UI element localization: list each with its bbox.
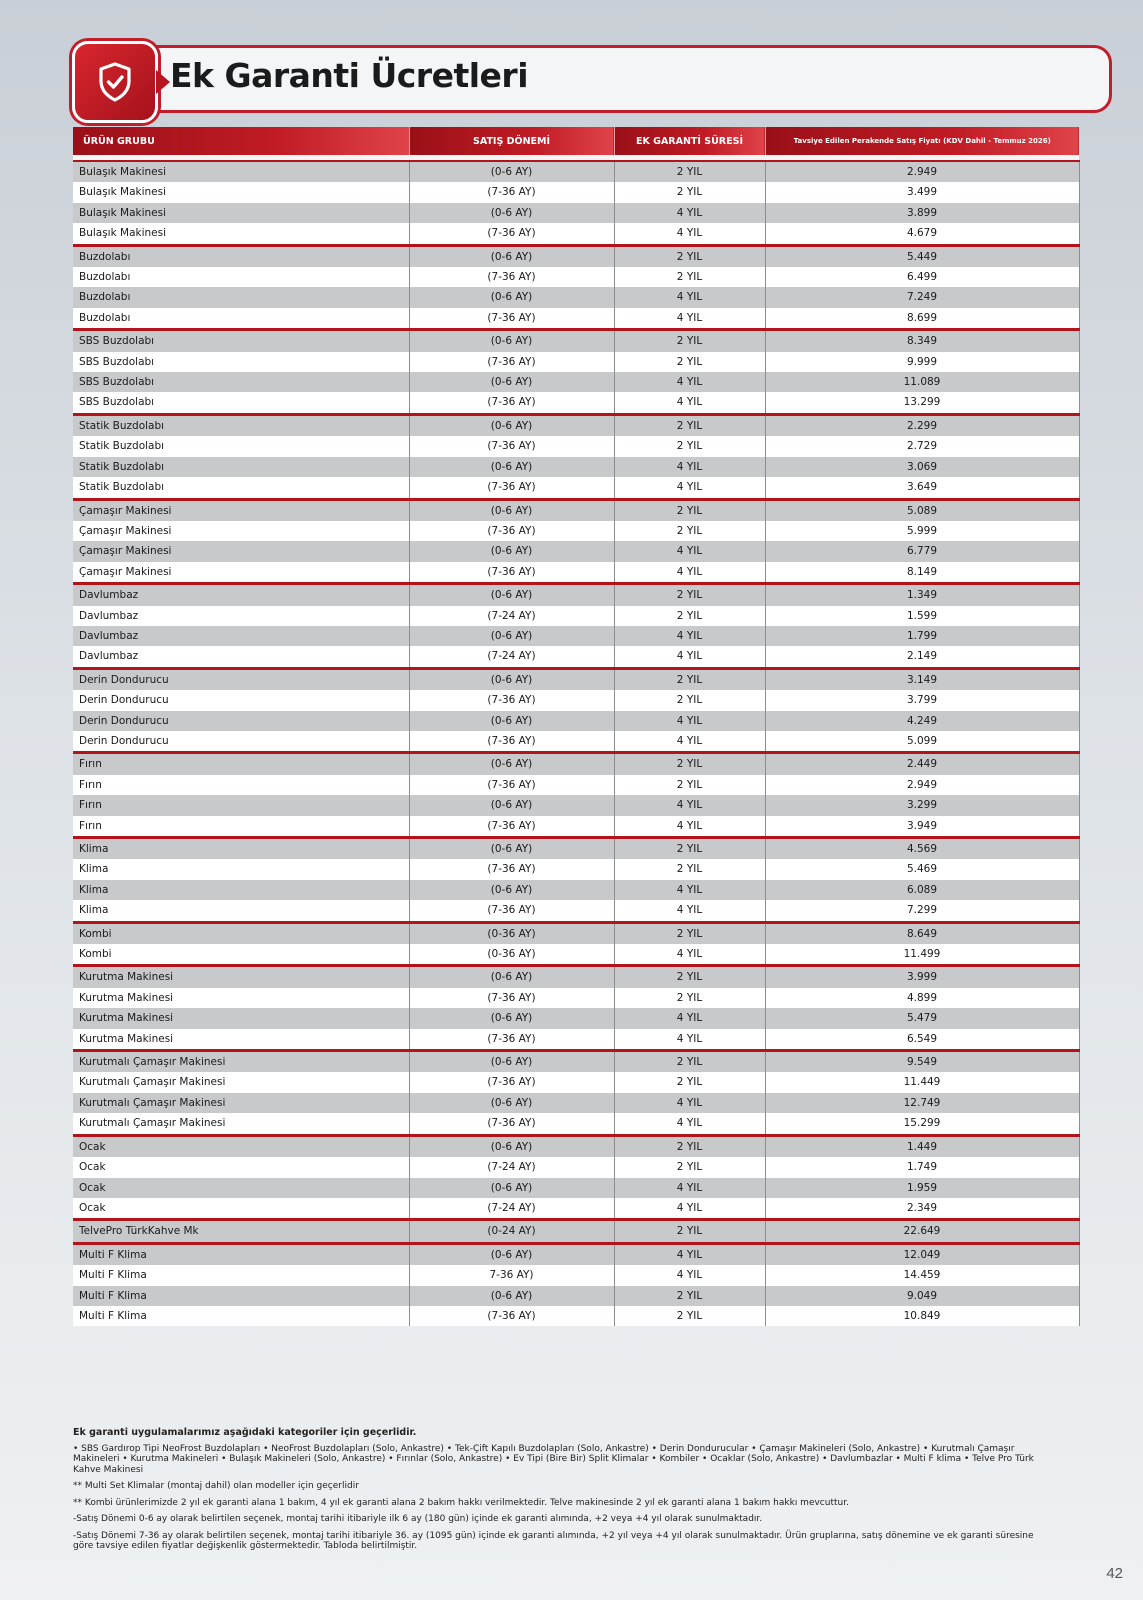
warranty-duration-cell: 2 YIL [614, 1157, 765, 1177]
product-group-cell: Kombi [73, 944, 409, 966]
sales-period-cell: (0-6 AY) [409, 287, 614, 307]
sales-period-cell: (7-36 AY) [409, 900, 614, 922]
table-row [73, 816, 1079, 838]
price-cell: 5.089 [765, 499, 1079, 521]
product-group-cell: Multi F Klima [73, 1265, 409, 1285]
sales-period-cell: (7-36 AY) [409, 1306, 614, 1326]
sales-period-cell: (0-6 AY) [409, 457, 614, 477]
table-row [73, 775, 1079, 795]
price-cell: 15.299 [765, 1113, 1079, 1135]
warranty-duration-cell: 2 YIL [614, 753, 765, 775]
sales-period-cell: (7-36 AY) [409, 352, 614, 372]
product-group-cell: Davlumbaz [73, 626, 409, 646]
sales-period-cell: (0-6 AY) [409, 414, 614, 436]
table-row [73, 900, 1079, 922]
product-group-cell: Kurutma Makinesi [73, 966, 409, 988]
warranty-duration-cell: 2 YIL [614, 521, 765, 541]
table-row [73, 1306, 1079, 1326]
price-cell: 3.999 [765, 966, 1079, 988]
table-row [73, 203, 1079, 223]
warranty-duration-cell: 2 YIL [614, 988, 765, 1008]
product-group-cell: Multi F Klima [73, 1243, 409, 1265]
price-cell: 4.249 [765, 711, 1079, 731]
product-group-cell: Klima [73, 900, 409, 922]
product-group-cell: Kurutmalı Çamaşır Makinesi [73, 1051, 409, 1073]
table-row [73, 330, 1079, 352]
warranty-duration-cell: 2 YIL [614, 1220, 765, 1243]
product-group-cell: Buzdolabı [73, 245, 409, 267]
price-cell: 11.089 [765, 372, 1079, 392]
sales-period-cell: (0-6 AY) [409, 838, 614, 860]
table-row [73, 245, 1079, 267]
price-cell: 9.999 [765, 352, 1079, 372]
table-row [73, 161, 1079, 182]
price-cell: 2.299 [765, 414, 1079, 436]
price-cell: 6.549 [765, 1029, 1079, 1051]
sales-period-cell: (0-6 AY) [409, 245, 614, 267]
warranty-duration-cell: 4 YIL [614, 203, 765, 223]
warranty-duration-cell: 4 YIL [614, 1093, 765, 1113]
footnote-multi-set: ** Multi Set Klimalar (montaj dahil) olan modeller için geçerlidir [73, 1481, 359, 1491]
product-group-cell: Multi F Klima [73, 1306, 409, 1326]
price-cell: 3.069 [765, 457, 1079, 477]
price-cell: 14.459 [765, 1265, 1079, 1285]
product-group-cell: Davlumbaz [73, 646, 409, 668]
price-cell: 9.549 [765, 1051, 1079, 1073]
price-cell: 1.959 [765, 1178, 1079, 1198]
table-row [73, 1113, 1079, 1135]
warranty-duration-cell: 4 YIL [614, 457, 765, 477]
price-cell: 2.949 [765, 775, 1079, 795]
product-group-cell: Bulaşık Makinesi [73, 182, 409, 202]
product-group-cell: Fırın [73, 816, 409, 838]
footnotes-title: Ek garanti uygulamalarımız aşağıdaki kategoriler için geçerlidir. [73, 1427, 417, 1438]
price-cell: 4.679 [765, 223, 1079, 245]
table-row [73, 1072, 1079, 1092]
table-row [73, 988, 1079, 1008]
price-cell: 8.649 [765, 922, 1079, 944]
product-group-cell: Bulaşık Makinesi [73, 161, 409, 182]
price-cell: 2.729 [765, 436, 1079, 456]
warranty-duration-cell: 4 YIL [614, 1008, 765, 1028]
warranty-duration-cell: 2 YIL [614, 1051, 765, 1073]
warranty-duration-cell: 4 YIL [614, 1178, 765, 1198]
price-cell: 3.649 [765, 477, 1079, 499]
table-row [73, 521, 1079, 541]
price-cell: 3.949 [765, 816, 1079, 838]
sales-period-cell: (7-36 AY) [409, 182, 614, 202]
column-header-warranty-duration: EK GARANTİ SÜRESİ [614, 127, 765, 155]
price-cell: 6.499 [765, 267, 1079, 287]
warranty-duration-cell: 2 YIL [614, 499, 765, 521]
product-group-cell: Statik Buzdolabı [73, 414, 409, 436]
sales-period-cell: 7-36 AY) [409, 1265, 614, 1285]
sales-period-cell: (0-36 AY) [409, 944, 614, 966]
price-cell: 22.649 [765, 1220, 1079, 1243]
table-row [73, 584, 1079, 606]
table-row [73, 541, 1079, 561]
warranty-duration-cell: 2 YIL [614, 584, 765, 606]
warranty-duration-cell: 4 YIL [614, 308, 765, 330]
price-cell: 4.899 [765, 988, 1079, 1008]
column-header-price: Tavsiye Edilen Perakende Satış Fiyatı (KDV Dahil - Temmuz 2026) [765, 127, 1079, 155]
warranty-duration-cell: 4 YIL [614, 900, 765, 922]
product-group-cell: Ocak [73, 1157, 409, 1177]
sales-period-cell: (7-36 AY) [409, 1113, 614, 1135]
warranty-duration-cell: 4 YIL [614, 541, 765, 561]
table-row [73, 1093, 1079, 1113]
product-group-cell: Buzdolabı [73, 267, 409, 287]
price-cell: 5.999 [765, 521, 1079, 541]
table-row [73, 690, 1079, 710]
sales-period-cell: (7-36 AY) [409, 1072, 614, 1092]
sales-period-cell: (7-36 AY) [409, 1029, 614, 1051]
warranty-duration-cell: 2 YIL [614, 267, 765, 287]
warranty-duration-cell: 2 YIL [614, 1072, 765, 1092]
warranty-duration-cell: 4 YIL [614, 287, 765, 307]
sales-period-cell: (0-24 AY) [409, 1220, 614, 1243]
warranty-duration-cell: 2 YIL [614, 922, 765, 944]
table-row [73, 562, 1079, 584]
product-group-cell: SBS Buzdolabı [73, 372, 409, 392]
warranty-duration-cell: 4 YIL [614, 392, 765, 414]
sales-period-cell: (7-24 AY) [409, 1198, 614, 1220]
table-body [73, 155, 1079, 1326]
product-group-cell: Derin Dondurucu [73, 668, 409, 690]
table-row [73, 287, 1079, 307]
warranty-duration-cell: 2 YIL [614, 690, 765, 710]
price-cell: 9.049 [765, 1286, 1079, 1306]
table-row [73, 392, 1079, 414]
table-row [73, 795, 1079, 815]
warranty-duration-cell: 4 YIL [614, 477, 765, 499]
price-cell: 7.299 [765, 900, 1079, 922]
warranty-duration-cell: 4 YIL [614, 711, 765, 731]
price-cell: 2.149 [765, 646, 1079, 668]
table-row [73, 626, 1079, 646]
table-row [73, 414, 1079, 436]
price-cell: 11.499 [765, 944, 1079, 966]
product-group-cell: SBS Buzdolabı [73, 330, 409, 352]
product-group-cell: Kurutmalı Çamaşır Makinesi [73, 1093, 409, 1113]
table-header-row [73, 127, 1079, 155]
sales-period-cell: (0-6 AY) [409, 795, 614, 815]
product-group-cell: Buzdolabı [73, 287, 409, 307]
product-group-cell: Multi F Klima [73, 1286, 409, 1306]
sales-period-cell: (7-36 AY) [409, 988, 614, 1008]
price-cell: 5.469 [765, 859, 1079, 879]
warranty-duration-cell: 4 YIL [614, 731, 765, 753]
price-cell: 13.299 [765, 392, 1079, 414]
warranty-duration-cell: 2 YIL [614, 606, 765, 626]
sales-period-cell: (7-36 AY) [409, 816, 614, 838]
sales-period-cell: (0-6 AY) [409, 330, 614, 352]
table-row [73, 1008, 1079, 1028]
warranty-duration-cell: 4 YIL [614, 944, 765, 966]
warranty-duration-cell: 4 YIL [614, 372, 765, 392]
price-cell: 1.449 [765, 1135, 1079, 1157]
price-cell: 1.799 [765, 626, 1079, 646]
product-group-cell: Fırın [73, 775, 409, 795]
sales-period-cell: (7-24 AY) [409, 606, 614, 626]
sales-period-cell: (0-6 AY) [409, 966, 614, 988]
table-row [73, 966, 1079, 988]
sales-period-cell: (0-6 AY) [409, 499, 614, 521]
price-cell: 3.899 [765, 203, 1079, 223]
shield-check-icon [96, 61, 134, 103]
sales-period-cell: (7-36 AY) [409, 267, 614, 287]
table-row [73, 223, 1079, 245]
sales-period-cell: (7-36 AY) [409, 690, 614, 710]
sales-period-cell: (0-6 AY) [409, 161, 614, 182]
sales-period-cell: (7-36 AY) [409, 775, 614, 795]
warranty-duration-cell: 2 YIL [614, 775, 765, 795]
sales-period-cell: (0-6 AY) [409, 203, 614, 223]
table-row [73, 711, 1079, 731]
product-group-cell: Derin Dondurucu [73, 711, 409, 731]
price-cell: 8.349 [765, 330, 1079, 352]
price-cell: 3.149 [765, 668, 1079, 690]
warranty-duration-cell: 2 YIL [614, 182, 765, 202]
table-row [73, 1243, 1079, 1265]
sales-period-cell: (0-6 AY) [409, 372, 614, 392]
sales-period-cell: (7-36 AY) [409, 521, 614, 541]
price-cell: 2.349 [765, 1198, 1079, 1220]
footnote-kombi: ** Kombi ürünlerimizde 2 yıl ek garanti alana 1 bakım, 4 yıl ek garanti alana 2 bakım hakkı verilmektedir. Telve makinesinde 2 yıl ek garanti alana 1 bakım hakkı mevcuttur. [73, 1497, 849, 1508]
product-group-cell: Klima [73, 838, 409, 860]
product-group-cell: Bulaşık Makinesi [73, 223, 409, 245]
product-group-cell: Kurutmalı Çamaşır Makinesi [73, 1072, 409, 1092]
sales-period-cell: (0-6 AY) [409, 1135, 614, 1157]
table-row [73, 753, 1079, 775]
sales-period-cell: (0-6 AY) [409, 1286, 614, 1306]
price-cell: 2.449 [765, 753, 1079, 775]
table-row [73, 1029, 1079, 1051]
table-row [73, 1178, 1079, 1198]
table-row [73, 922, 1079, 944]
table-row [73, 1286, 1079, 1306]
footnotes [73, 1428, 1053, 1558]
price-cell: 3.799 [765, 690, 1079, 710]
product-group-cell: Buzdolabı [73, 308, 409, 330]
table-row [73, 267, 1079, 287]
price-cell: 4.569 [765, 838, 1079, 860]
table-row [73, 668, 1079, 690]
table-row [73, 1198, 1079, 1220]
table-row [73, 182, 1079, 202]
table-row [73, 436, 1079, 456]
warranty-duration-cell: 4 YIL [614, 880, 765, 900]
warranty-duration-cell: 4 YIL [614, 1243, 765, 1265]
price-cell: 10.849 [765, 1306, 1079, 1326]
page-number: 42 [1106, 1565, 1123, 1582]
sales-period-cell: (7-24 AY) [409, 646, 614, 668]
warranty-duration-cell: 2 YIL [614, 859, 765, 879]
table-row [73, 1220, 1079, 1243]
price-cell: 2.949 [765, 161, 1079, 182]
sales-period-cell: (7-36 AY) [409, 308, 614, 330]
sales-period-cell: (0-6 AY) [409, 1008, 614, 1028]
price-cell: 1.349 [765, 584, 1079, 606]
product-group-cell: Ocak [73, 1178, 409, 1198]
warranty-duration-cell: 2 YIL [614, 245, 765, 267]
product-group-cell: Derin Dondurucu [73, 731, 409, 753]
price-cell: 8.149 [765, 562, 1079, 584]
product-group-cell: Statik Buzdolabı [73, 477, 409, 499]
product-group-cell: Çamaşır Makinesi [73, 562, 409, 584]
product-group-cell: Klima [73, 859, 409, 879]
product-group-cell: Kurutma Makinesi [73, 988, 409, 1008]
table-row [73, 1157, 1079, 1177]
warranty-duration-cell: 2 YIL [614, 352, 765, 372]
warranty-duration-cell: 4 YIL [614, 1265, 765, 1285]
sales-period-cell: (0-6 AY) [409, 584, 614, 606]
table-row [73, 352, 1079, 372]
warranty-duration-cell: 4 YIL [614, 816, 765, 838]
product-group-cell: SBS Buzdolabı [73, 352, 409, 372]
product-group-cell: Ocak [73, 1198, 409, 1220]
product-group-cell: SBS Buzdolabı [73, 392, 409, 414]
warranty-duration-cell: 4 YIL [614, 1198, 765, 1220]
warranty-duration-cell: 2 YIL [614, 838, 765, 860]
table-row [73, 1135, 1079, 1157]
sales-period-cell: (7-36 AY) [409, 859, 614, 879]
table-row [73, 308, 1079, 330]
product-group-cell: Çamaşır Makinesi [73, 521, 409, 541]
column-header-product-group: ÜRÜN GRUBU [73, 127, 409, 155]
warranty-duration-cell: 2 YIL [614, 966, 765, 988]
sales-period-cell: (7-36 AY) [409, 392, 614, 414]
table-row [73, 499, 1079, 521]
warranty-duration-cell: 4 YIL [614, 1113, 765, 1135]
product-group-cell: Kurutma Makinesi [73, 1029, 409, 1051]
price-cell: 11.449 [765, 1072, 1079, 1092]
column-header-sales-period: SATIŞ DÖNEMİ [409, 127, 614, 155]
product-group-cell: Çamaşır Makinesi [73, 499, 409, 521]
footnote-period-7-36: -Satış Dönemi 7-36 ay olarak belirtilen seçenek, montaj tarihi itibariyle 36. ay (1095 gün) içinde ek garanti alımında, +2 yıl veya +4 yıl olarak sunulmaktadır. Ürün gruplarına, satış dönemine ve ek garanti süresine göre tavsiye edilen fiyatlar değişkenlik göstermektedir. Tabloda belirtilmiştir. [73, 1530, 1034, 1551]
warranty-duration-cell: 2 YIL [614, 1135, 765, 1157]
sales-period-cell: (0-6 AY) [409, 1093, 614, 1113]
table-row [73, 1265, 1079, 1285]
sales-period-cell: (7-36 AY) [409, 562, 614, 584]
price-cell: 3.499 [765, 182, 1079, 202]
price-cell: 8.699 [765, 308, 1079, 330]
warranty-duration-cell: 2 YIL [614, 414, 765, 436]
warranty-duration-cell: 2 YIL [614, 668, 765, 690]
sales-period-cell: (0-6 AY) [409, 668, 614, 690]
price-cell: 6.089 [765, 880, 1079, 900]
price-cell: 6.779 [765, 541, 1079, 561]
table-row [73, 880, 1079, 900]
shield-badge [72, 41, 158, 123]
sales-period-cell: (0-36 AY) [409, 922, 614, 944]
footnote-period-0-6: -Satış Dönemi 0-6 ay olarak belirtilen seçenek, montaj tarihi itibariyle ilk 6 ay (180 gün) içinde ek garanti alımında, +2 veya +4 yıl olarak sunulmaktadır. [73, 1514, 763, 1524]
product-group-cell: Fırın [73, 753, 409, 775]
product-group-cell: Klima [73, 880, 409, 900]
table-row [73, 457, 1079, 477]
warranty-duration-cell: 4 YIL [614, 1029, 765, 1051]
warranty-price-table [73, 127, 1080, 1326]
price-cell: 1.599 [765, 606, 1079, 626]
sales-period-cell: (7-36 AY) [409, 436, 614, 456]
sales-period-cell: (0-6 AY) [409, 711, 614, 731]
sales-period-cell: (0-6 AY) [409, 541, 614, 561]
warranty-duration-cell: 4 YIL [614, 795, 765, 815]
price-cell: 5.099 [765, 731, 1079, 753]
price-cell: 5.479 [765, 1008, 1079, 1028]
product-group-cell: Bulaşık Makinesi [73, 203, 409, 223]
product-group-cell: TelvePro TürkKahve Mk [73, 1220, 409, 1243]
table-row [73, 606, 1079, 626]
table-row [73, 838, 1079, 860]
sales-period-cell: (0-6 AY) [409, 1243, 614, 1265]
price-cell: 12.049 [765, 1243, 1079, 1265]
warranty-duration-cell: 2 YIL [614, 1286, 765, 1306]
product-group-cell: Statik Buzdolabı [73, 436, 409, 456]
table-row [73, 1051, 1079, 1073]
warranty-duration-cell: 4 YIL [614, 562, 765, 584]
product-group-cell: Kurutmalı Çamaşır Makinesi [73, 1113, 409, 1135]
sales-period-cell: (7-24 AY) [409, 1157, 614, 1177]
warranty-duration-cell: 2 YIL [614, 436, 765, 456]
product-group-cell: Statik Buzdolabı [73, 457, 409, 477]
sales-period-cell: (0-6 AY) [409, 880, 614, 900]
warranty-duration-cell: 2 YIL [614, 161, 765, 182]
product-group-cell: Çamaşır Makinesi [73, 541, 409, 561]
table-row [73, 477, 1079, 499]
table-row [73, 944, 1079, 966]
sales-period-cell: (7-36 AY) [409, 223, 614, 245]
table-row [73, 859, 1079, 879]
table-row [73, 731, 1079, 753]
warranty-duration-cell: 2 YIL [614, 1306, 765, 1326]
product-group-cell: Davlumbaz [73, 606, 409, 626]
warranty-duration-cell: 4 YIL [614, 626, 765, 646]
sales-period-cell: (0-6 AY) [409, 753, 614, 775]
sales-period-cell: (0-6 AY) [409, 1051, 614, 1073]
product-group-cell: Kombi [73, 922, 409, 944]
product-group-cell: Derin Dondurucu [73, 690, 409, 710]
price-cell: 12.749 [765, 1093, 1079, 1113]
warranty-duration-cell: 4 YIL [614, 223, 765, 245]
sales-period-cell: (0-6 AY) [409, 626, 614, 646]
product-group-cell: Ocak [73, 1135, 409, 1157]
sales-period-cell: (7-36 AY) [409, 477, 614, 499]
price-cell: 3.299 [765, 795, 1079, 815]
product-group-cell: Kurutma Makinesi [73, 1008, 409, 1028]
table-row [73, 646, 1079, 668]
price-cell: 5.449 [765, 245, 1079, 267]
product-group-cell: Davlumbaz [73, 584, 409, 606]
product-group-cell: Fırın [73, 795, 409, 815]
footnote-categories: • SBS Gardırop Tipi NeoFrost Buzdolapları • NeoFrost Buzdolapları (Solo, Ankastre) • Tek-Çift Kapılı Buzdolapları (Solo, Ankastre) • Derin Dondurucular • Çamaşır Makineleri (Solo, Ankastre) • Kurutmalı Çamaşır Makineleri • Kurutma Makineleri • Bulaşık Makineleri (Solo, Ankastre) • Fırınlar (Solo, Ankastre) • Ev Tipi (Bire Bir) Split Klimalar • Kombiler • Ocaklar (Solo, Ankastre) • Davlumbazlar • Multi F klima • Telve Pro Türk Kahve Makinesi [73, 1443, 1034, 1475]
table-row [73, 372, 1079, 392]
price-cell: 1.749 [765, 1157, 1079, 1177]
warranty-duration-cell: 2 YIL [614, 330, 765, 352]
warranty-duration-cell: 4 YIL [614, 646, 765, 668]
sales-period-cell: (0-6 AY) [409, 1178, 614, 1198]
page-title: Ek Garanti Ücretleri [170, 56, 529, 95]
price-cell: 7.249 [765, 287, 1079, 307]
sales-period-cell: (7-36 AY) [409, 731, 614, 753]
